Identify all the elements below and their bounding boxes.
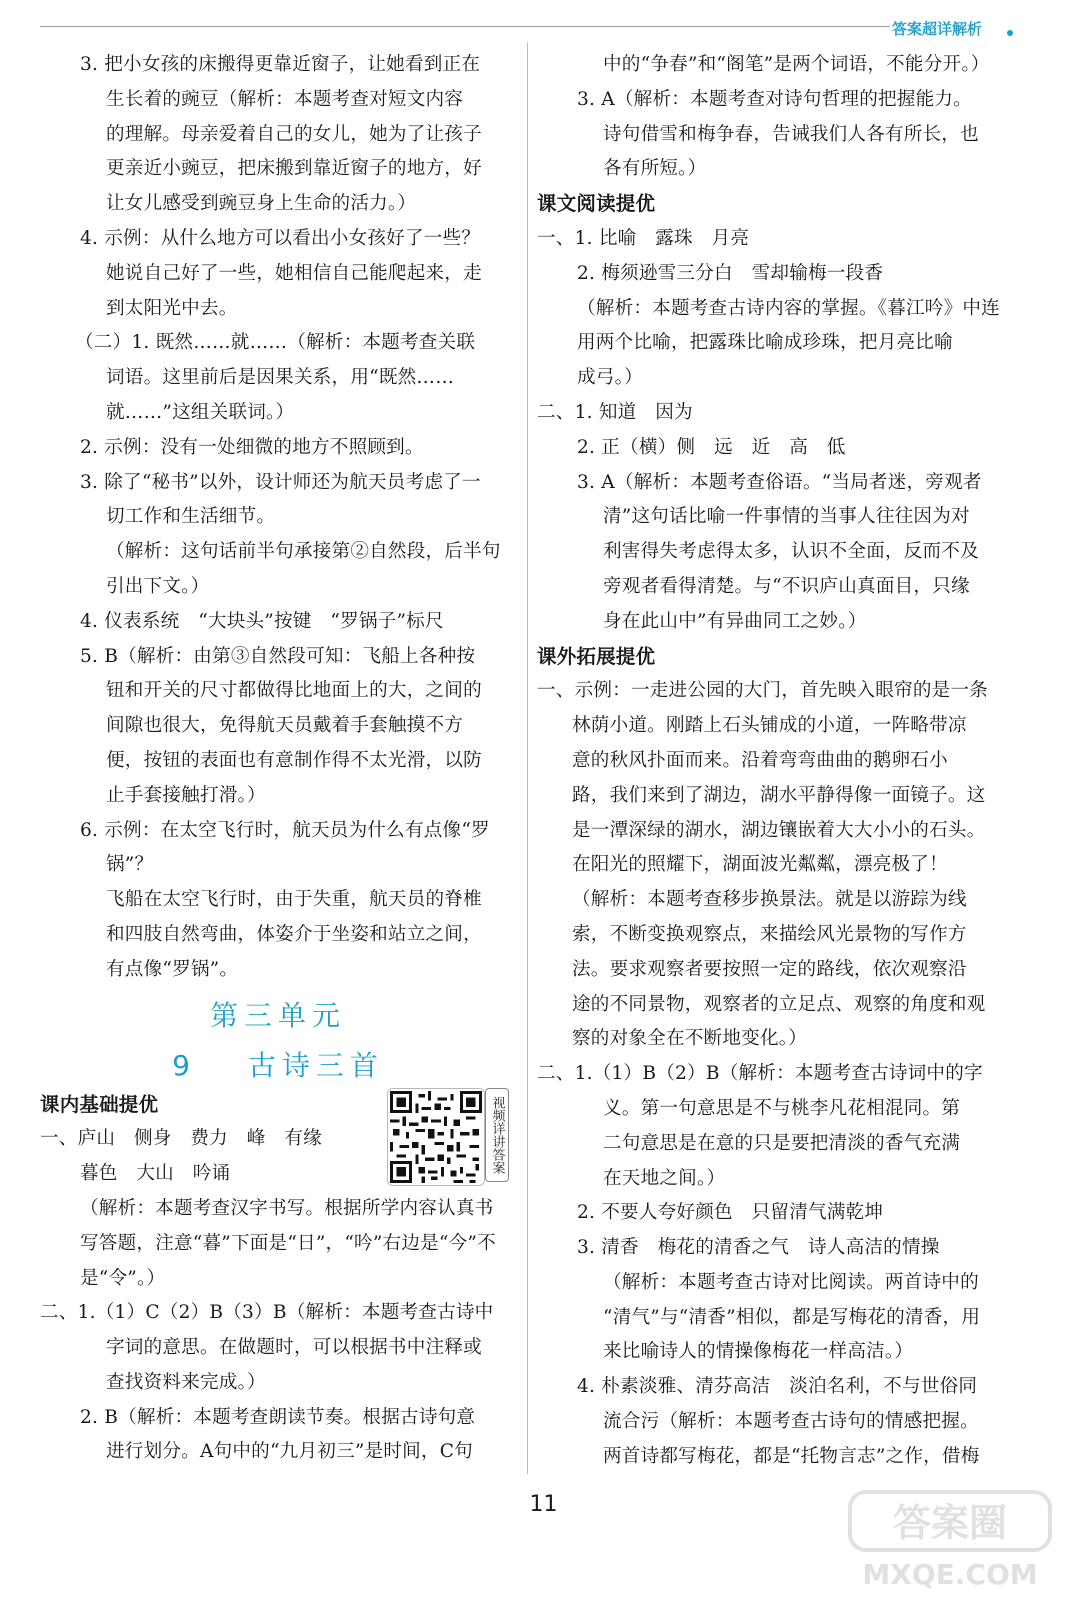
text-line: 更亲近小豌豆，把床搬到靠近窗子的地方，好 <box>106 158 482 180</box>
text-line: 让女儿感受到豌豆身上生命的活力。） <box>106 193 417 215</box>
text-line: 用两个比喻，把露珠比喻成珍珠，把月亮比喻 <box>577 332 953 354</box>
text-line: 是一潭深绿的湖水，湖边镶嵌着大大小小的石头。 <box>572 819 986 841</box>
text-line: 察的对象全在不断地变化。） <box>572 1028 808 1050</box>
section-heading: 课文阅读提优 <box>537 192 656 216</box>
lesson-number: 9 <box>172 1048 196 1082</box>
watermark-bottom: MXQE.COM <box>862 1558 1038 1591</box>
text-line: 5. B（解析：由第③自然段可知：飞船上各种按 <box>80 645 476 667</box>
text-line: 间隙也很大，免得航天员戴着手套触摸不方 <box>106 715 464 737</box>
text-line: 是“令”。） <box>80 1267 166 1289</box>
text-line: 她说自己好了一些，她相信自己能爬起来，走 <box>106 262 482 284</box>
text-line: 林荫小道。刚踏上石头铺成的小道，一阵略带凉 <box>572 715 967 737</box>
text-line: 到太阳光中去。 <box>106 297 238 319</box>
text-line: 飞船在太空飞行时，由于失重，航天员的脊椎 <box>106 889 482 911</box>
text-line: （解析：这句话前半句承接第②自然段，后半句 <box>106 541 501 563</box>
left-column <box>40 48 516 1470</box>
text-line: 中的“争春”和“阁笔”是两个词语，不能分开。） <box>603 54 990 75</box>
text-line: 在天地之间。） <box>603 1167 726 1189</box>
text-line: 2. 正（横）侧 远 近 高 低 <box>577 436 846 458</box>
qr-code-icon <box>390 1091 482 1183</box>
header-rule <box>40 26 890 27</box>
text-line: 查找资料来完成。） <box>106 1371 266 1393</box>
text-line: 3. 清香 梅花的清香之气 诗人高洁的情操 <box>577 1237 940 1259</box>
lesson-heading <box>40 1038 516 1088</box>
text-line: 有点像“罗锅”。 <box>106 958 239 980</box>
text-line: 切工作和生活细节。 <box>106 506 276 528</box>
text-line: （解析：本题考查古诗内容的掌握。《暮江吟》中连 <box>577 297 1000 319</box>
text-line: 二句意思是在意的只是要把清淡的香气充满 <box>603 1132 961 1154</box>
text-line: 途的不同景物，观察者的立足点、观察的角度和观 <box>572 993 986 1015</box>
text-line: 一、示例：一走进公园的大门，首先映入眼帘的是一条 <box>537 680 989 702</box>
text-line: 6. 示例：在太空飞行时，航天员为什么有点像“罗 <box>80 819 490 841</box>
page-number: 11 <box>529 1492 558 1517</box>
text-line: 路，我们来到了湖边，湖水平静得像一面镜子。这 <box>572 784 986 806</box>
text-line: 2. 梅须逊雪三分白 雪却输梅一段香 <box>577 262 884 284</box>
text-line: 生长着的豌豆（解析：本题考查对短文内容 <box>106 88 464 110</box>
text-line: 4. 仪表系统 “大块头”按键 “罗锅子”标尺 <box>80 610 444 632</box>
text-line: 引出下文。） <box>106 575 210 597</box>
text-line: 就……”这组关联词。） <box>106 401 295 423</box>
text-line: 法。要求观察者要按照一定的路线，依次观察沿 <box>572 958 967 980</box>
text-line: 一、庐山 侧身 费力 峰 有缘 <box>40 1128 322 1150</box>
text-line: （二）1. 既然……就……（解析：本题考查关联 <box>75 332 476 354</box>
text-line: 一、1. 比喻 露珠 月亮 <box>537 227 750 249</box>
section-heading: 课外拓展提优 <box>537 644 656 668</box>
text-line: 的理解。母亲爱着自己的女儿，她为了让孩子 <box>106 123 482 145</box>
watermark-top: 答案圈 <box>892 1501 1008 1545</box>
text-line: 3. A（解析：本题考查对诗句哲理的把握能力。 <box>577 88 972 110</box>
right-column <box>537 48 1015 1475</box>
text-line: 和四肢自然弯曲，体姿介于坐姿和站立之间， <box>106 923 482 945</box>
text-line: 两首诗都写梅花，都是“托物言志”之作，借梅 <box>603 1445 980 1467</box>
text-line: 来比喻诗人的情操像梅花一样高洁。） <box>603 1341 914 1363</box>
text-line: 清”这句话比喻一件事情的当事人往往因为对 <box>603 506 970 528</box>
text-line: 二、1.（1）B（2）B（解析：本题考查古诗词中的字 <box>537 1063 983 1085</box>
text-line: 便，按钮的表面也有意制作得不太光滑，以防 <box>106 749 482 771</box>
text-line: 成弓。） <box>577 367 643 389</box>
text-line: 3. 除了“秘书”以外，设计师还为航天员考虑了一 <box>80 471 481 493</box>
text-line: 诗句借雪和梅争春，告诫我们人各有所长，也 <box>603 123 979 145</box>
text-line: 流合污（解析：本题考查古诗句的情感把握。 <box>603 1411 979 1433</box>
column-divider <box>527 42 528 1474</box>
section-heading-basic: 课内基础提优 <box>40 1092 159 1116</box>
text-line: 3. 把小女孩的床搬得更靠近窗子，让她看到正在 <box>80 54 481 75</box>
text-line: 在阳光的照耀下，湖面波光粼粼，漂亮极了！ <box>572 854 948 876</box>
text-line: 2. 示例：没有一处细微的地方不照顾到。 <box>80 436 424 458</box>
text-line: 词语。这里前后是因果关系，用“既然…… <box>106 367 454 389</box>
text-line: 4. 示例：从什么地方可以看出小女孩好了一些？ <box>80 227 481 249</box>
left-answers-part-1 <box>40 48 516 988</box>
watermark-logo <box>842 1488 1057 1593</box>
text-line: 写答题，注意“暮”下面是“日”，“吟”右边是“今”不 <box>80 1232 496 1254</box>
text-line: 钮和开关的尺寸都做得比地面上的大，之间的 <box>106 680 482 702</box>
header-label: 答案超详解析 <box>892 20 983 38</box>
text-line: 索，不断变换观察点，来描绘风光景物的写作方 <box>572 923 967 945</box>
text-line: 进行划分。A句中的“九月初三”是时间，C句 <box>106 1441 473 1463</box>
text-line: 意的秋风扑面而来。沿着弯弯曲曲的鹅卵石小 <box>572 749 948 771</box>
text-line: 义。第一句意思是不与桃李凡花相混同。第 <box>603 1097 961 1119</box>
text-line: 止手套接触打滑。） <box>106 784 266 806</box>
text-line: 利害得失考虑得太多，认识不全面，反而不及 <box>603 541 979 563</box>
unit-title: 第三单元 <box>209 998 346 1032</box>
text-line: 4. 朴素淡雅、清芬高洁 淡泊名利，不与世俗同 <box>577 1376 978 1398</box>
text-line: （解析：本题考查古诗对比阅读。两首诗中的 <box>603 1271 979 1293</box>
qr-video-label: 视频详讲答案 <box>485 1088 509 1182</box>
text-line: 暮色 大山 吟诵 <box>80 1163 231 1185</box>
lesson-title: 古诗三首 <box>247 1048 384 1082</box>
text-line: 各有所短。） <box>603 158 707 180</box>
text-line: 2. B（解析：本题考查朗读节奏。根据古诗句意 <box>80 1406 476 1428</box>
text-line: “清气”与“清香”相似，都是写梅花的清香，用 <box>603 1306 981 1328</box>
text-line: 字词的意思。在做题时，可以根据书中注释或 <box>106 1337 482 1359</box>
text-line: （解析：本题考查移步换景法。就是以游踪为线 <box>572 889 967 911</box>
text-line: 旁观者看得清楚。与“不识庐山真面目，只缘 <box>603 575 970 597</box>
text-line: 2. 不要人夸好颜色 只留清气满乾坤 <box>577 1202 884 1224</box>
qr-code[interactable] <box>387 1088 485 1186</box>
text-line: （解析：本题考查汉字书写。根据所学内容认真书 <box>80 1197 494 1219</box>
text-line: 3. A（解析：本题考查俗语。“当局者迷，旁观者 <box>577 471 982 493</box>
text-line: 身在此山中”有异曲同工之妙。） <box>603 610 867 632</box>
right-answers <box>537 48 1015 1475</box>
text-line: 二、1. 知道 因为 <box>537 401 693 423</box>
text-line: 二、1.（1）C（2）B（3）B（解析：本题考查古诗中 <box>40 1302 494 1324</box>
text-line: 锅”？ <box>106 854 154 876</box>
header-dot <box>1007 30 1013 36</box>
